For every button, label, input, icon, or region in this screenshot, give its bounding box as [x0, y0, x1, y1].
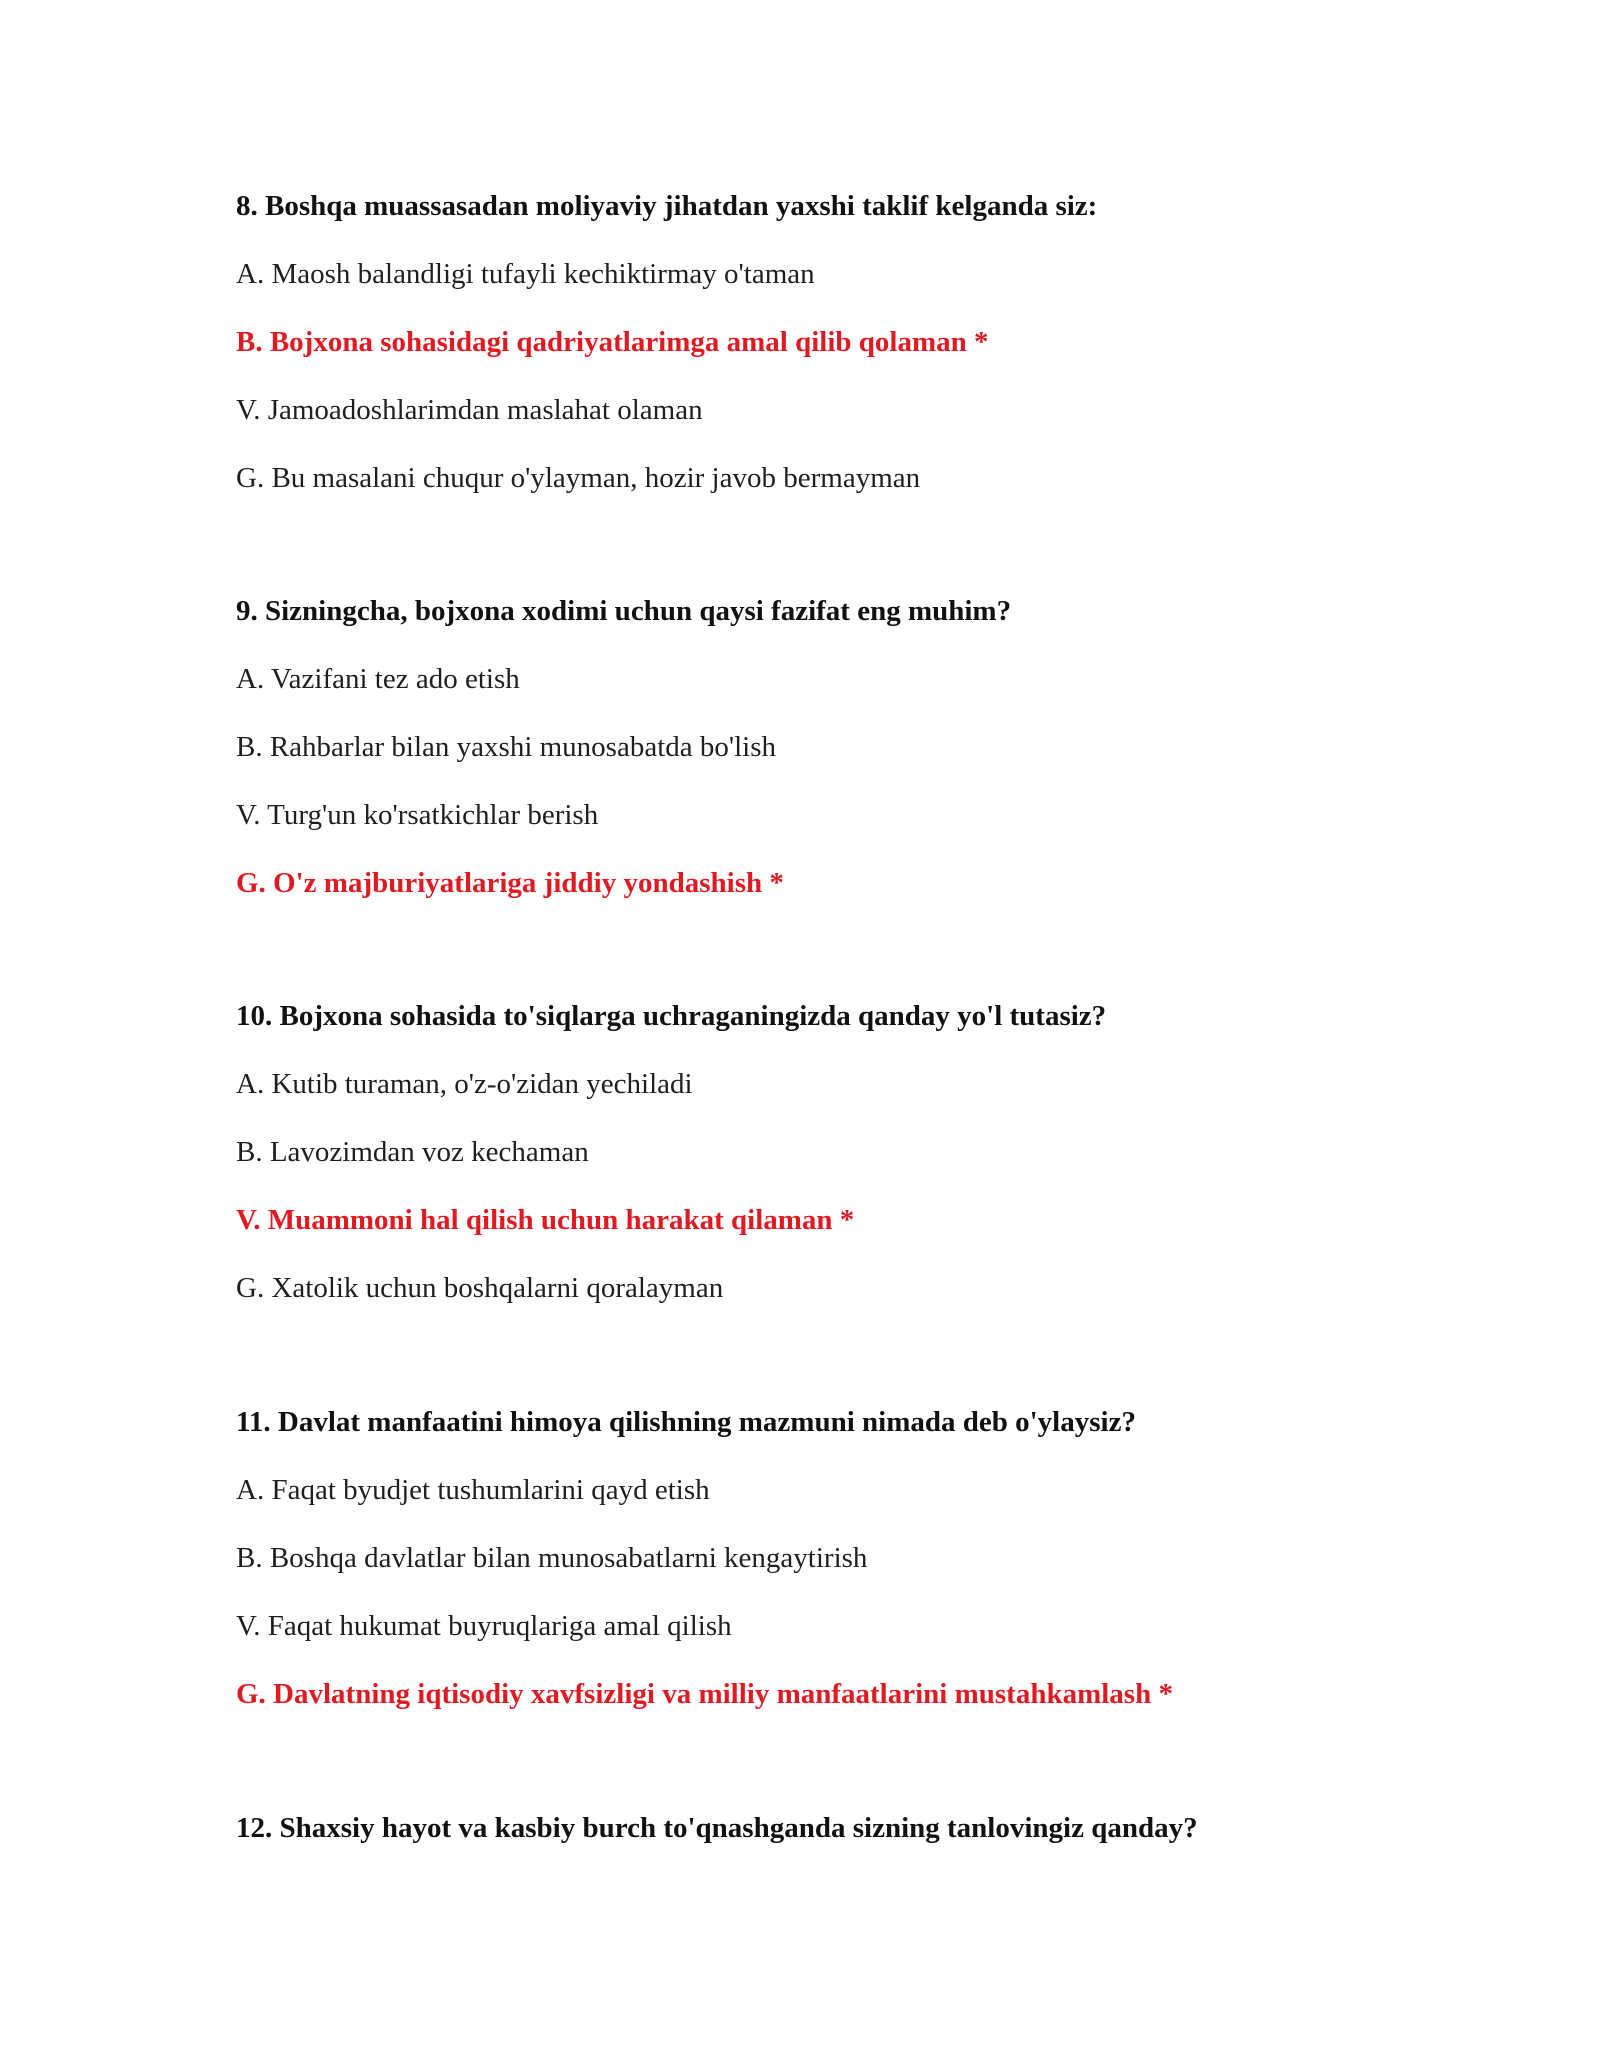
question-text: 11. Davlat manfaatini himoya qilishning mazmuni nimada deb o'ylaysiz? [236, 1406, 1136, 1438]
option-b: B. Rahbarlar bilan yaxshi munosabatda bo'lish [236, 731, 777, 763]
option-b: B. Lavozimdan voz kechaman [236, 1136, 589, 1168]
option-a: A. Vazifani tez ado etish [236, 663, 520, 695]
option-g-correct: G. Davlatning iqtisodiy xavfsizligi va milliy manfaatlarini mustahkamlash * [236, 1678, 1173, 1710]
option-b-correct: B. Bojxona sohasidagi qadriyatlarimga amal qilib qolaman * [236, 326, 989, 358]
question-text: 9. Sizningcha, bojxona xodimi uchun qaysi fazifat eng muhim? [236, 595, 1012, 627]
question-11 [236, 1404, 1376, 1744]
option-v: V. Jamoadoshlarimdan maslahat olaman [236, 394, 703, 426]
option-g-correct: G. O'z majburiyatlariga jiddiy yondashish * [236, 867, 784, 899]
question-text: 10. Bojxona sohasida to'siqlarga uchraganingizda qanday yo'l tutasiz? [236, 1000, 1107, 1032]
option-a: A. Faqat byudjet tushumlarini qayd etish [236, 1474, 710, 1506]
question-text: 8. Boshqa muassasadan moliyaviy jihatdan yaxshi taklif kelganda siz: [236, 190, 1098, 222]
question-10 [236, 998, 1376, 1338]
question-12 [236, 1810, 1376, 1878]
option-b: B. Boshqa davlatlar bilan munosabatlarni kengaytirish [236, 1542, 868, 1574]
option-a: A. Kutib turaman, o'z-o'zidan yechiladi [236, 1068, 693, 1100]
question-8 [236, 188, 1376, 528]
option-v: V. Faqat hukumat buyruqlariga amal qilish [236, 1610, 732, 1642]
question-9 [236, 593, 1376, 933]
option-v-correct: V. Muammoni hal qilish uchun harakat qilaman * [236, 1204, 855, 1236]
question-text: 12. Shaxsiy hayot va kasbiy burch to'qnashganda sizning tanlovingiz qanday? [236, 1812, 1198, 1844]
option-g: G. Bu masalani chuqur o'ylayman, hozir javob bermayman [236, 462, 921, 494]
option-a: A. Maosh balandligi tufayli kechiktirmay o'taman [236, 258, 815, 290]
option-v: V. Turg'un ko'rsatkichlar berish [236, 799, 599, 831]
option-g: G. Xatolik uchun boshqalarni qoralayman [236, 1272, 724, 1304]
